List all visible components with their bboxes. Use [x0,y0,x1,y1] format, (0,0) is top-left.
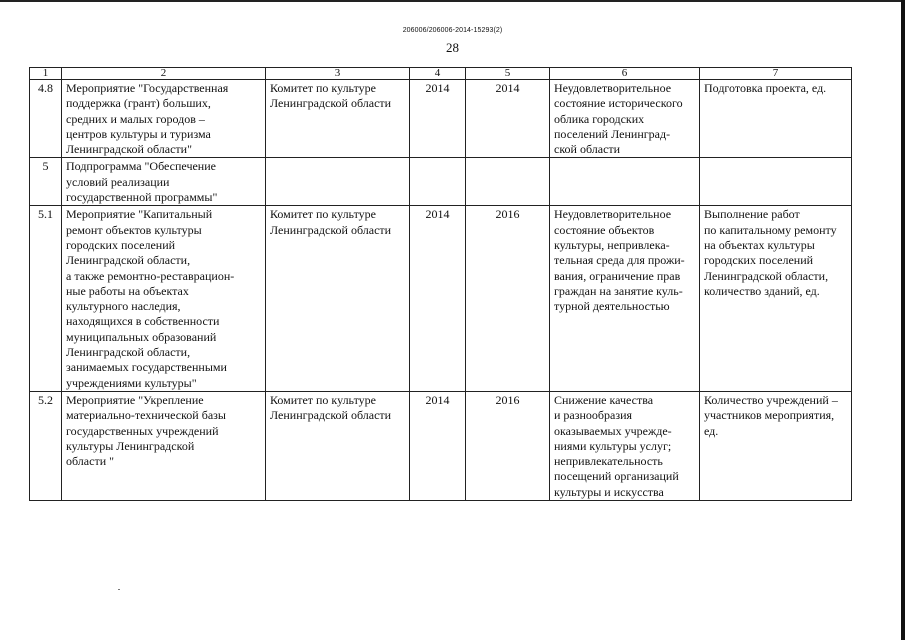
consequences: Неудовлетворительное состояние исторического облика городских поселений Ленинград- ской области [550,80,700,158]
end-year: 2016 [466,206,550,392]
indicator: Количество учреждений – участников мероприятия, ед. [700,391,852,500]
indicator: Подготовка проекта, ед. [700,80,852,158]
scan-top-edge [0,0,905,2]
end-year: 2016 [466,391,550,500]
executor [266,158,410,206]
executor: Комитет по культуре Ленинградской области [266,391,410,500]
activity-name: Мероприятие "Государственная поддержка (грант) больших, средних и малых городов – центров культуры и туризма Ленинградской области" [62,80,266,158]
item-number: 5 [30,158,62,206]
table-row [30,391,852,500]
start-year: 2014 [410,80,466,158]
table-row [30,158,852,206]
consequences [550,158,700,206]
column-header: 4 [410,68,466,80]
end-year: 2014 [466,80,550,158]
item-number: 4.8 [30,80,62,158]
start-year: 2014 [410,391,466,500]
activity-name: Подпрограмма "Обеспечение условий реализации государственной программы" [62,158,266,206]
column-header: 7 [700,68,852,80]
document-id: 206006/206006-2014-15293(2) [402,27,503,34]
activity-name: Мероприятие "Капитальный ремонт объектов культуры городских поселений Ленинградской области, а также ремонтно-реставрацион- ные работы на объектах культурного наследия, находящихся в собственности муниципальных образований Ленинградской области, занимаемых государственными учреждениями культуры" [62,206,266,392]
activity-name: Мероприятие "Укрепление материально-технической базы государственных учреждений культуры Ленинградской области " [62,391,266,500]
start-year [410,158,466,206]
start-year: 2014 [410,206,466,392]
consequences: Неудовлетворительное состояние объектов культуры, непривлека- тельная среда для прожи- вания, ограничение прав граждан на занятие куль- турной деятельностью [550,206,700,392]
executor: Комитет по культуре Ленинградской области [266,80,410,158]
item-number: 5.1 [30,206,62,392]
column-number-row [30,68,852,80]
end-year [466,158,550,206]
column-header: 1 [30,68,62,80]
item-number: 5.2 [30,391,62,500]
table-row [30,206,852,392]
column-header: 3 [266,68,410,80]
column-header: 6 [550,68,700,80]
scan-right-edge [901,0,905,640]
program-activities-table [29,67,852,501]
column-header: 2 [62,68,266,80]
page-number: 28 [446,40,459,55]
executor: Комитет по культуре Ленинградской области [266,206,410,392]
table-row [30,80,852,158]
column-header: 5 [466,68,550,80]
indicator [700,158,852,206]
consequences: Снижение качества и разнообразия оказываемых учрежде- ниями культуры услуг; непривлекательность посещений организаций культуры и искусства [550,391,700,500]
scan-speck [118,589,120,590]
indicator: Выполнение работ по капитальному ремонту на объектах культуры городских поселений Ленинградской области, количество зданий, ед. [700,206,852,392]
